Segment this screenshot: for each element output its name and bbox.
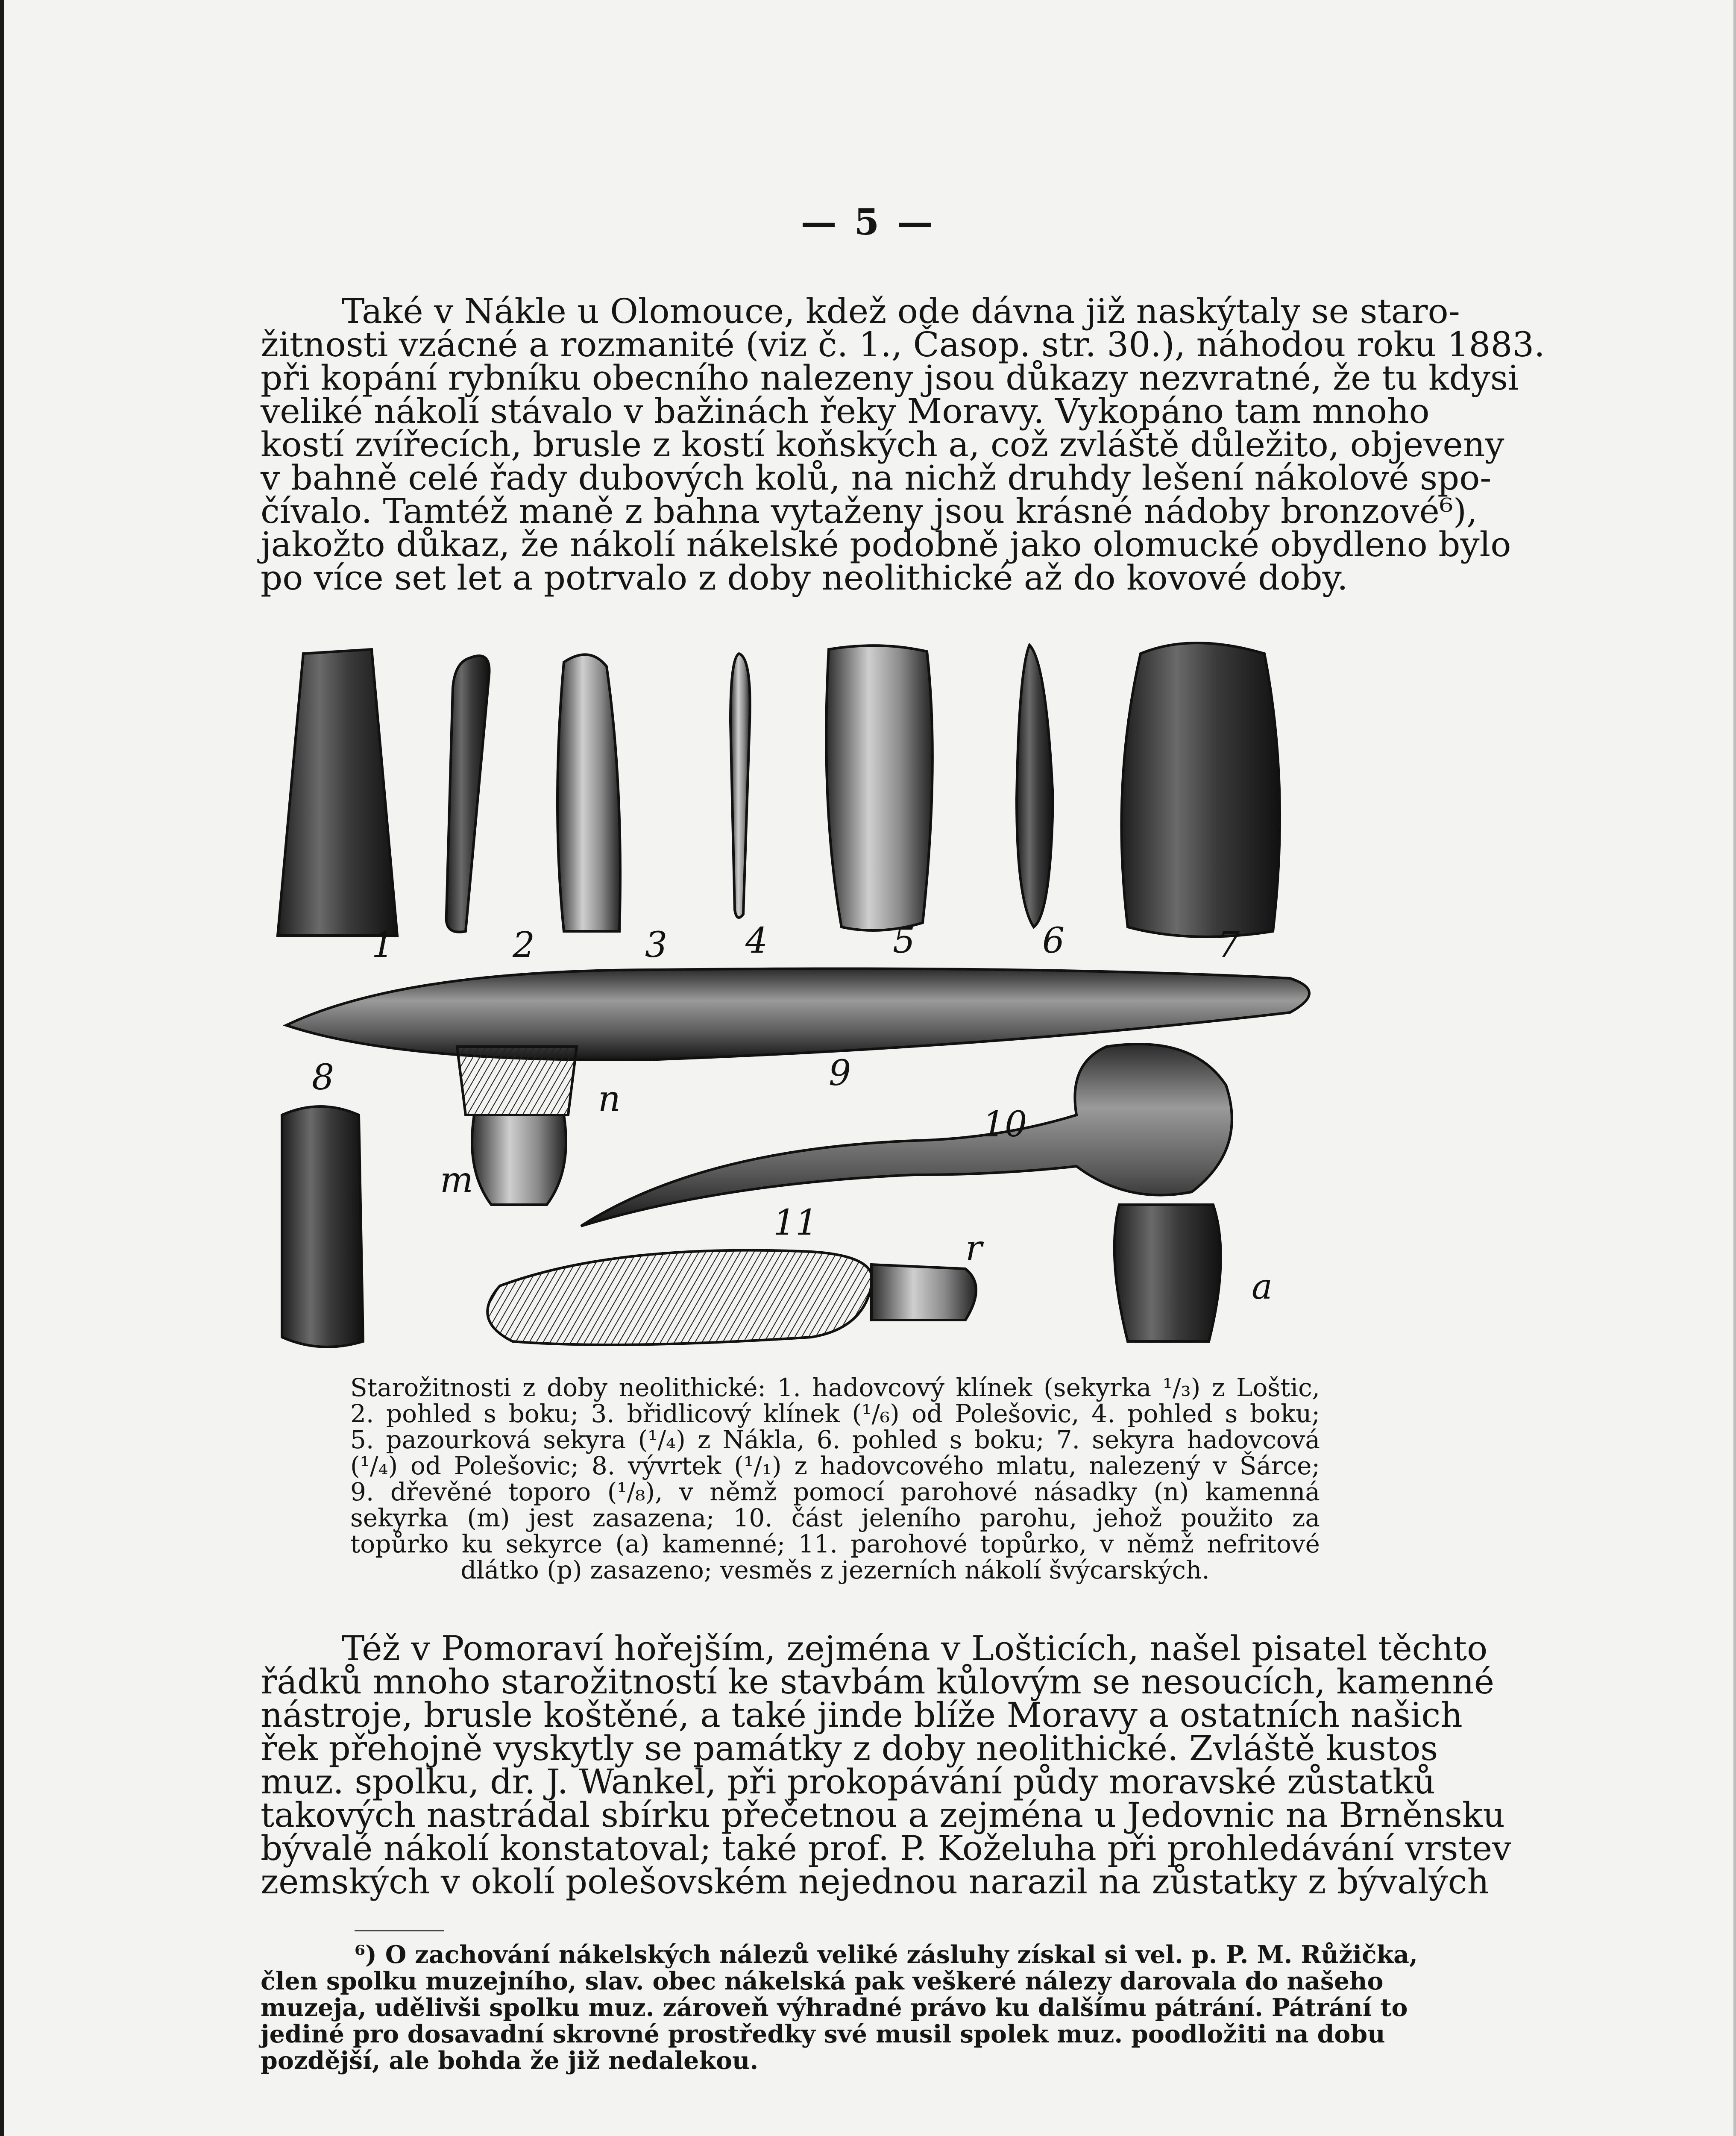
text-line: v bahně celé řady dubových kolů, na nichž druhdy lešení nákolové spo-: [261, 458, 1492, 498]
figure-label-1: 1: [372, 925, 394, 965]
caption-line: topůrko ku sekyrce (a) kamenné; 11. parohové topůrko, v němž nefritové: [350, 1529, 1320, 1558]
text-line: řádků mnoho starožitností ke stavbám kůlovým se nesoucích, kamenné: [261, 1662, 1495, 1702]
figure-caption: [350, 1375, 1320, 1583]
figure-label-11: 11: [773, 1203, 818, 1243]
footnote-line: muzeja, udělivši spolku muz. zároveň výhradné právo ku dalšímu pátrání. Pátrání to: [261, 1993, 1408, 2022]
caption-line: 9. dřevěné toporo (¹/₈), v němž pomocí parohové násadky (n) kamenná: [350, 1477, 1320, 1506]
figure-label-7: 7: [1217, 925, 1240, 965]
artifact-2-side-view: [446, 656, 490, 932]
paragraph-1: [261, 291, 1545, 598]
stone-axe-a: [1114, 1205, 1221, 1341]
figure-label-2: 2: [513, 925, 535, 965]
footnote-line: pozdější, ale bohda že již nedalekou.: [261, 2046, 759, 2075]
artifact-6-side-view: [1017, 645, 1053, 927]
text-line: jakožto důkaz, že nákolí nákelské podobně jako olomucké obydleno bylo: [261, 525, 1511, 564]
artifact-11-antler-haft: [487, 1250, 872, 1345]
footnote-line: ⁶) O zachování nákelských nálezů veliké zásluhy získal si vel. p. P. M. Růžička,: [355, 1940, 1418, 1969]
artifact-4-side-view: [730, 654, 750, 918]
artifact-5-flint-axe: [826, 645, 933, 930]
footnote-rule: [355, 1930, 444, 1931]
figure-label-a: a: [1252, 1267, 1273, 1307]
artifact-3-slate-wedge: [557, 654, 620, 931]
artifact-8-drill-core: [282, 1106, 363, 1347]
antler-socket-n: [457, 1047, 577, 1115]
footnote-line: jediné pro dosavadní skrovné prostředky své musil spolek muz. poodložiti na dobu: [261, 2020, 1385, 2048]
text-line: kostí zvířecích, brusle z kostí koňských a, což zvláště důležito, objeveny: [261, 425, 1504, 464]
caption-line: 5. pazourková sekyra (¹/₄) z Nákla, 6. pohled s boku; 7. sekyra hadovcová: [350, 1425, 1320, 1454]
scan-edge-right: [1733, 0, 1736, 2136]
text-line: po více set let a potrvalo z doby neolithické až do kovové doby.: [261, 558, 1348, 598]
figure-label-n: n: [598, 1079, 621, 1119]
text-line: veliké nákolí stávalo v bažinách řeky Moravy. Vykopáno tam mnoho: [261, 391, 1430, 431]
text-line: nástroje, brusle koštěné, a také jinde blíže Moravy a ostatních našich: [261, 1695, 1463, 1735]
text-line: bývalé nákolí konstatoval; také prof. P. Koželuha při prohledávání vrstev: [261, 1828, 1512, 1868]
text-line: žitnosti vzácné a rozmanité (viz č. 1., Časop. str. 30.), náhodou roku 1883.: [261, 325, 1545, 364]
artifact-1-adze: [278, 649, 397, 936]
footnote: [261, 1940, 1418, 2075]
figure-label-r: r: [965, 1228, 982, 1269]
text-line: při kopání rybníku obecního nalezeny jsou důkazy nezvratné, že tu kdysi: [261, 358, 1519, 398]
figure-label-5: 5: [893, 921, 915, 961]
caption-line: dlátko (p) zasazeno; vesměs z jezerních nákolí švýcarských.: [460, 1555, 1210, 1584]
nefrite-chisel-r: [871, 1265, 976, 1320]
caption-line: 2. pohled s boku; 3. břidlicový klínek (¹/₆) od Polešovic, 4. pohled s boku;: [350, 1399, 1320, 1428]
stone-axe-m: [472, 1115, 566, 1205]
figure-label-4: 4: [745, 921, 768, 961]
text-line: takových nastrádal sbírku přečetnou a zejména u Jedovnic na Brněnsku: [261, 1795, 1505, 1835]
caption-line: (¹/₄) od Polešovic; 8. vývrtek (¹/₁) z hadovcového mlatu, nalezený v Šárce;: [350, 1451, 1320, 1480]
text-line: zemských v okolí polešovském nejednou narazil na zůstatky z bývalých: [261, 1862, 1489, 1901]
paragraph-2: [261, 1628, 1512, 1901]
figure-label-9: 9: [829, 1053, 851, 1094]
neolithic-artifacts-figure: [273, 637, 1350, 1363]
scan-edge-left: [0, 0, 4, 2136]
figure-label-m: m: [440, 1160, 473, 1200]
caption-line: Starožitnosti z doby neolithické: 1. hadovcový klínek (sekyrka ¹/₃) z Loštic,: [350, 1373, 1320, 1402]
figure-label-6: 6: [1042, 921, 1065, 961]
text-line: řek přehojně vyskytly se památky z doby neolithické. Zvláště kustos: [261, 1728, 1438, 1768]
figure-label-3: 3: [645, 925, 668, 965]
caption-line: sekyrka (m) jest zasazena; 10. část jeleního parohu, jehož použito za: [350, 1503, 1320, 1532]
text-line: čívalo. Tamtéž maně z bahna vytaženy jsou krásné nádoby bronzové⁶),: [261, 491, 1478, 531]
page-number: — 5 —: [801, 201, 935, 243]
text-line: Též v Pomoraví hořejším, zejména v Lošticích, našel pisatel těchto: [342, 1628, 1488, 1668]
artifact-10-antler: [581, 1044, 1232, 1226]
footnote-line: člen spolku muzejního, slav. obec nákelská pak veškeré nálezy darovala do našeho: [261, 1967, 1384, 1995]
figure-label-10: 10: [982, 1104, 1027, 1145]
figure-label-8: 8: [312, 1057, 334, 1098]
text-line: Také v Nákle u Olomouce, kdež ode dávna již naskýtaly se staro-: [342, 291, 1460, 331]
artifact-7-serpentine-axe: [1121, 643, 1280, 937]
text-line: muz. spolku, dr. J. Wankel, při prokopávání půdy moravské zůstatků: [261, 1762, 1436, 1802]
